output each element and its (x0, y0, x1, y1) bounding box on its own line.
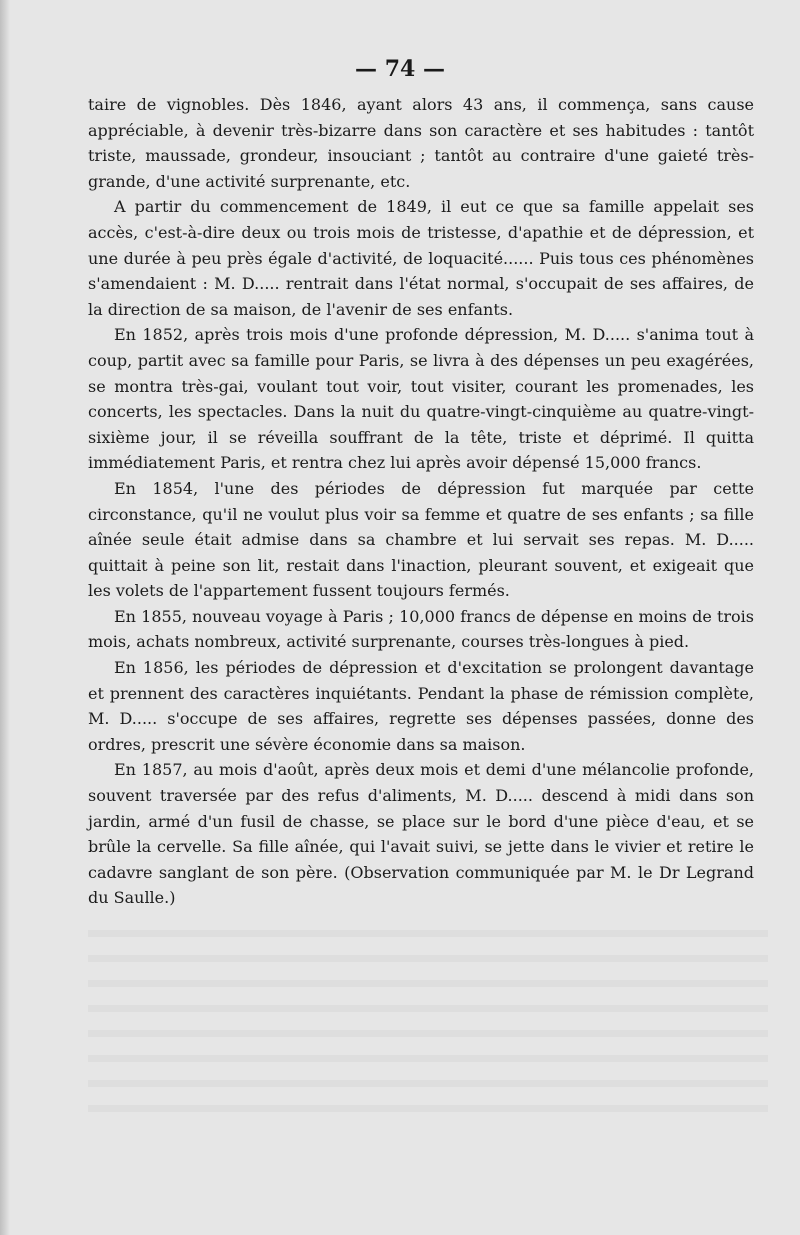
body-text (88, 92, 754, 911)
paragraph-7: En 1857, au mois d'août, après deux mois et demi d'une mélancolie profonde, souvent traversée par des refus d'aliments, M. D..... descend à midi dans son jardin, armé d'un fusil de chasse, se place sur le bord d'une pièce d'eau, et se brûle la cervelle. Sa fille aînée, qui l'avait suivi, se jette dans le vivier et retire le cadavre sanglant de son père. (Observation communiquée par M. le Dr Legrand du Saulle.) (88, 760, 754, 908)
bleed-through-texture (88, 930, 768, 1130)
paragraph-6: En 1856, les périodes de dépression et d'excitation se prolongent davantage et prennent des caractères inquiétants. Pendant la phase de rémission complète, M. D..... s'occupe de ses affaires, regrette ses dépenses passées, donne des ordres, prescrit une sévère économie dans sa maison. (88, 658, 754, 754)
paragraph-5: En 1855, nouveau voyage à Paris ; 10,000 francs de dépense en moins de trois mois, achats nombreux, activité surprenante, courses très-longues à pied. (88, 606, 754, 652)
page-number: — 74 — (355, 56, 445, 82)
paragraph-2: A partir du commencement de 1849, il eut ce que sa famille appelait ses accès, c'est-à-dire deux ou trois mois de tristesse, d'apathie et de dépression, et une durée à peu près égale d'activité, de loquacité...... Puis tous ces phénomènes s'amendaient : M. D..... rentrait dans l'état normal, s'occupait de ses affaires, de la direction de sa maison, de l'avenir de ses enfants. (88, 197, 754, 319)
paragraph-4: En 1854, l'une des périodes de dépression fut marquée par cette circonstance, qu'il ne voulut plus voir sa femme et quatre de ses enfants ; sa fille aînée seule était admise dans sa chambre et lui servait ses repas. M. D..... quittait à peine son lit, restait dans l'inaction, pleurant souvent, et exigeait que les volets de l'appartement fussent toujours fermés. (88, 478, 754, 601)
paragraph-1: taire de vignobles. Dès 1846, ayant alors 43 ans, il commença, sans cause appréciable, à devenir très-bizarre dans son caractère et ses habitudes : tantôt triste, maussade, grondeur, insouciant ; tantôt au contraire d'une gaieté très-grande, d'une activité surprenante, etc. (88, 95, 754, 191)
paragraph-3: En 1852, après trois mois d'une profonde dépression, M. D..... s'anima tout à coup, partit avec sa famille pour Paris, se livra à des dépenses un peu exagérées, se montra très-gai, voulant tout voir, tout visiter, courant les promenades, les concerts, les spectacles. Dans la nuit du quatre-vingt-cinquième au quatre-vingt-sixième jour, il se réveilla souffrant de la tête, triste et déprimé. Il quitta immédiatement Paris, et rentra chez lui après avoir dépensé 15,000 francs. (88, 325, 754, 473)
